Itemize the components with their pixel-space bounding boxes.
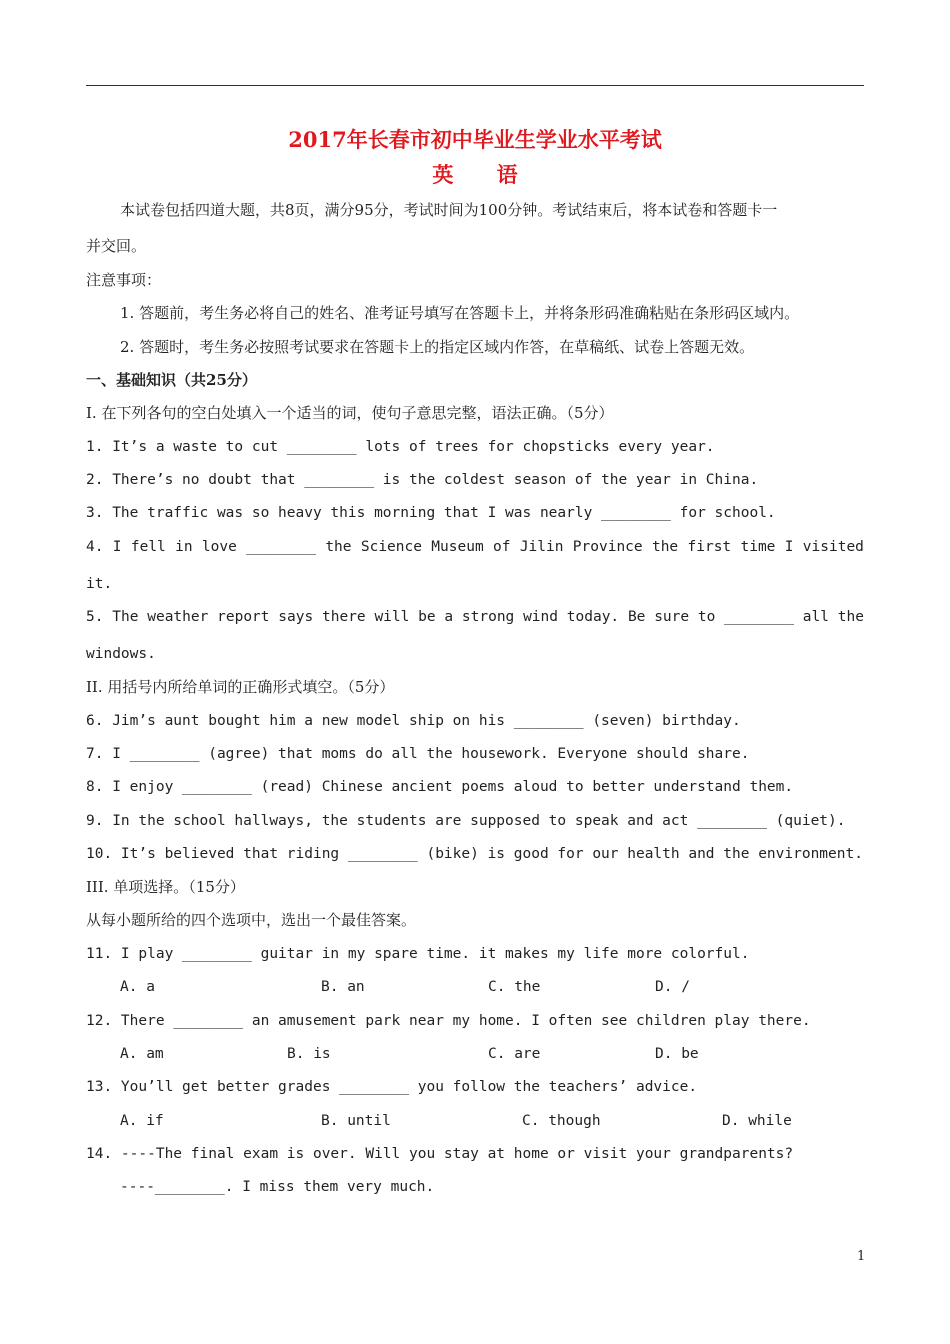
question-10: 10. It’s believed that riding ________ (bike) is good for our health and the environment. [86, 846, 863, 862]
header-rule [86, 85, 864, 86]
question-14: 14. ----The final exam is over. Will you stay at home or visit your grandparents? [86, 1146, 794, 1162]
part-1-instructions: I. 在下列各句的空白处填入一个适当的词，使句子意思完整，语法正确。（5分） [86, 404, 614, 422]
q11-option-d: D. / [655, 979, 690, 995]
q12-option-a: A. am [120, 1046, 164, 1062]
part-2-instructions: II. 用括号内所给单词的正确形式填空。（5分） [86, 678, 395, 696]
question-9: 9. In the school hallways, the students are supposed to speak and act ________ (quiet). [86, 813, 846, 829]
q11-option-b: B. an [321, 979, 365, 995]
question-5: 5. The weather report says there will be a strong wind today. Be sure to ________ all the [86, 609, 864, 625]
intro-line-1: 本试卷包括四道大题，共8页，满分95分，考试时间为100分钟。考试结束后，将本试卷和答题卡一 [120, 201, 778, 219]
question-5-continued: windows. [86, 646, 156, 662]
q12-option-b: B. is [287, 1046, 331, 1062]
section-1-heading: 一、基础知识（共25分） [86, 371, 257, 389]
q11-option-a: A. a [120, 979, 155, 995]
notice-1: 1. 答题前，考生务必将自己的姓名、准考证号填写在答题卡上，并将条形码准确粘贴在条形码区域内。 [120, 304, 800, 322]
question-3: 3. The traffic was so heavy this morning that I was nearly ________ for school. [86, 505, 776, 521]
page-number: 1 [857, 1249, 866, 1264]
question-4: 4. I fell in love ________ the Science Museum of Jilin Province the first time I visited [86, 539, 864, 555]
question-12: 12. There ________ an amusement park near my home. I often see children play there. [86, 1013, 811, 1029]
q13-option-a: A. if [120, 1113, 164, 1129]
exam-title: 2017年长春市初中毕业生学业水平考试 [288, 127, 662, 152]
q13-option-c: C. though [522, 1113, 601, 1129]
question-11: 11. I play ________ guitar in my spare time. it makes my life more colorful. [86, 946, 750, 962]
q13-option-b: B. until [321, 1113, 391, 1129]
intro-line-2: 并交回。 [86, 237, 147, 255]
part-3-note: 从每小题所给的四个选项中，选出一个最佳答案。 [86, 911, 417, 929]
part-3-instructions: III. 单项选择。（15分） [86, 878, 245, 896]
subject-title: 英 语 [432, 162, 536, 187]
q12-option-c: C. are [488, 1046, 541, 1062]
question-8: 8. I enjoy ________ (read) Chinese ancient poems aloud to better understand them. [86, 779, 794, 795]
question-1: 1. It’s a waste to cut ________ lots of trees for chopsticks every year. [86, 439, 715, 455]
question-7: 7. I ________ (agree) that moms do all the housework. Everyone should share. [86, 746, 750, 762]
question-6: 6. Jim’s aunt bought him a new model ship on his ________ (seven) birthday. [86, 713, 741, 729]
notice-heading: 注意事项： [86, 271, 162, 289]
question-2: 2. There’s no doubt that ________ is the coldest season of the year in China. [86, 472, 759, 488]
question-13: 13. You’ll get better grades ________ you follow the teachers’ advice. [86, 1079, 698, 1095]
notice-2: 2. 答题时，考生务必按照考试要求在答题卡上的指定区域内作答，在草稿纸、试卷上答题无效。 [120, 338, 755, 356]
q11-option-c: C. the [488, 979, 541, 995]
q13-option-d: D. while [722, 1113, 792, 1129]
q12-option-d: D. be [655, 1046, 699, 1062]
question-4-continued: it. [86, 576, 113, 592]
question-14-reply: ----________. I miss them very much. [120, 1179, 435, 1195]
